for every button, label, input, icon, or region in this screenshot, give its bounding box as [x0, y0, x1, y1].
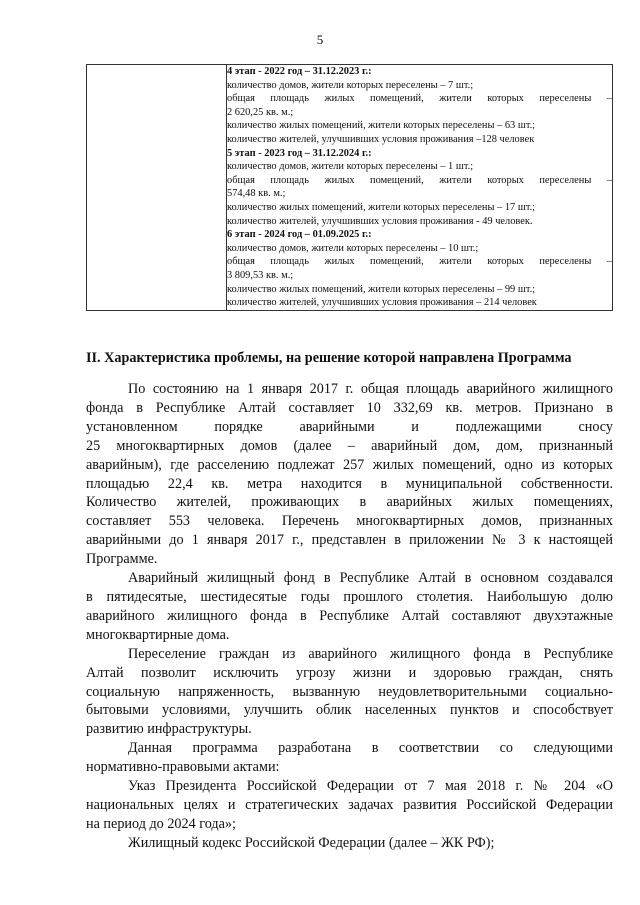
program-stages-table [86, 64, 613, 311]
body-line: аварийным), где расселению подлежат 257 жилых помещений, одно из которых [86, 456, 613, 473]
body-line: национальных целях и стратегических задачах развития Российской Федерации [86, 796, 613, 813]
body-line: Программе. [86, 551, 158, 568]
body-line: многоквартирные дома. [86, 626, 230, 643]
table-line: количество жилых помещений, жители которых переселены – 17 шт.; [227, 201, 536, 213]
body-line: Переселение граждан из аварийного жилищного фонда в Республике [128, 645, 613, 662]
body-line: фонда в Республике Алтай составляет 10 332,69 кв. метров. Признано в [86, 399, 613, 416]
body-line: площадью 22,4 кв. метра находится в муниципальной собственности. [86, 475, 613, 492]
body-line: Количество жителей, проживающих в аварийных жилых помещениях, [86, 494, 613, 511]
body-line: Жилищный кодекс Российской Федерации (далее – ЖК РФ); [128, 834, 495, 851]
stage-heading: 5 этап - 2023 год – 31.12.2024 г.: [227, 147, 372, 159]
table-line: количество жилых помещений, жители которых переселены – 63 шт.; [227, 120, 536, 132]
body-line: Данная программа разработана в соответствии со следующими [128, 740, 613, 757]
table-line: количество жителей, улучшивших условия проживания –128 человек [227, 133, 535, 145]
body-line: установленном порядке аварийными и подлежащими сносу [86, 418, 613, 435]
section-heading: II. Характеристика проблемы, на решение которой направлена Программа [86, 350, 572, 366]
body-line: в пятидесятые, шестидесятые годы прошлого столетия. Наибольшую долю [86, 588, 613, 605]
table-line: количество домов, жители которых переселены – 7 шт.; [227, 79, 474, 91]
body-line: на период до 2024 года»; [86, 815, 236, 832]
table-line: количество жителей, улучшивших условия проживания - 49 человек. [227, 215, 533, 227]
body-line: Алтай позволит исключить угрозу жизни и здоровью граждан, снять [86, 664, 613, 681]
table-line: количество домов, жители которых переселены – 10 шт.; [227, 242, 479, 254]
body-line: социальную напряженность, вызванную неудовлетворительными социально- [86, 683, 613, 700]
table-line: общая площадь жилых помещений, жители которых переселены – [227, 93, 612, 105]
table-line: 574,48 кв. м.; [227, 188, 286, 200]
page-number: 5 [316, 32, 324, 47]
table-line: общая площадь жилых помещений, жители которых переселены – [227, 174, 612, 186]
body-line: развитию инфраструктуры. [86, 721, 252, 738]
body-line: бытовыми условиями, улучшить облик населенных пунктов и способствует [86, 702, 613, 719]
table-line: количество домов, жители которых переселены – 1 шт.; [227, 161, 474, 173]
table-line: 2 620,25 кв. м.; [227, 106, 294, 118]
table-line: количество жилых помещений, жители которых переселены – 99 шт.; [227, 283, 536, 295]
body-line: аварийного жилищного фонда в Республике Алтай составляют двухэтажные [86, 607, 613, 624]
body-line: По состоянию на 1 января 2017 г. общая площадь аварийного жилищного [128, 381, 613, 397]
table-right-cell [227, 65, 613, 311]
stage-heading: 6 этап - 2024 год – 01.09.2025 г.: [227, 229, 372, 241]
table-line: 3 809,53 кв. м.; [227, 269, 294, 281]
table-left-cell [87, 65, 227, 311]
body-line: Аварийный жилищный фонд в Республике Алтай в основном создавался [128, 570, 613, 587]
body-line: 25 многоквартирных домов (далее – аварийный дом, дом, признанный [86, 437, 613, 454]
section-body [86, 380, 613, 853]
body-line: нормативно-правовыми актами: [86, 759, 280, 776]
body-line: Указ Президента Российской Федерации от 7 мая 2018 г. № 204 «О [128, 778, 613, 795]
table-line: общая площадь жилых помещений, жители которых переселены – [227, 256, 612, 268]
body-line: аварийными до 1 января 2017 г., представлен в приложении № 3 к настоящей [86, 532, 613, 549]
body-line: составляет 553 человека. Перечень многоквартирных домов, признанных [86, 513, 613, 530]
stage-heading: 4 этап - 2022 год – 31.12.2023 г.: [227, 66, 372, 77]
table-line: количество жителей, улучшивших условия проживания – 214 человек [227, 297, 537, 309]
